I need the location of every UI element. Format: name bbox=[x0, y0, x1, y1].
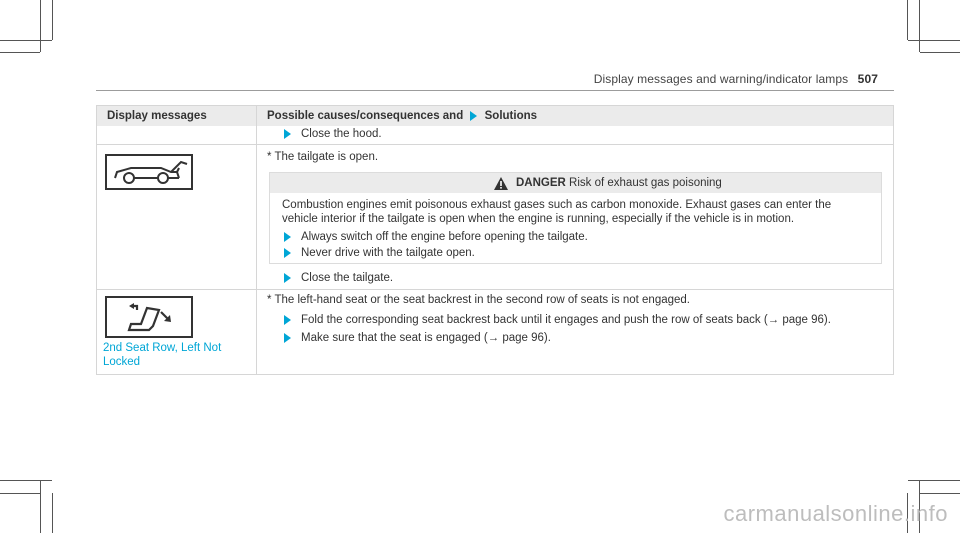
arrow-icon bbox=[284, 129, 291, 139]
step-close-hood: Close the hood. bbox=[301, 128, 382, 140]
col-header-causes: Possible causes/consequences and bbox=[267, 110, 464, 122]
crop-mark bbox=[52, 493, 53, 533]
arrow-icon bbox=[284, 248, 291, 258]
arrow-icon bbox=[284, 315, 291, 325]
step-close-tailgate: Close the tailgate. bbox=[301, 272, 394, 284]
crop-mark bbox=[908, 480, 960, 481]
crop-mark bbox=[920, 52, 960, 53]
list-item bbox=[284, 247, 475, 259]
step-fold-backrest: Fold the corresponding seat backrest back until it engages and push the row of seats back (→ page 96). bbox=[301, 314, 831, 326]
danger-step-never-drive: Never drive with the tailgate open. bbox=[301, 247, 475, 259]
arrow-icon bbox=[284, 273, 291, 283]
crop-mark bbox=[0, 40, 52, 41]
arrow-icon bbox=[284, 232, 291, 242]
seat-backrest-icon-svg bbox=[107, 298, 191, 336]
tailgate-open-icon-svg bbox=[107, 156, 191, 188]
crop-mark bbox=[0, 493, 40, 494]
cause-tailgate-open: * The tailgate is open. bbox=[267, 151, 379, 163]
crop-mark bbox=[40, 0, 41, 52]
step-ensure-engaged: Make sure that the seat is engaged (→ page 96). bbox=[301, 332, 551, 344]
header-rule bbox=[96, 90, 894, 91]
danger-title-line bbox=[516, 177, 722, 189]
danger-text-line1: Combustion engines emit poisonous exhaust gases such as carbon monoxide. Exhaust gases can enter the bbox=[282, 199, 832, 211]
col-header-solutions-label: Solutions bbox=[484, 110, 538, 122]
danger-title: Risk of exhaust gas poisoning bbox=[569, 177, 722, 189]
crop-mark bbox=[40, 481, 41, 533]
danger-warning-box bbox=[269, 172, 882, 264]
cause-seat-not-engaged: * The left-hand seat or the seat backrest in the second row of seats is not engaged. bbox=[267, 294, 690, 306]
row-divider bbox=[97, 144, 893, 145]
header-title: Display messages and warning/indicator lamps bbox=[593, 72, 849, 86]
col-header-solutions bbox=[267, 110, 537, 122]
list-item bbox=[284, 332, 551, 344]
list-item bbox=[284, 231, 588, 243]
col-header-display-messages: Display messages bbox=[107, 110, 207, 122]
list-item bbox=[284, 128, 382, 140]
crop-mark bbox=[52, 0, 53, 40]
display-messages-table bbox=[96, 105, 894, 375]
crop-mark bbox=[0, 52, 40, 53]
column-divider bbox=[256, 106, 257, 374]
crop-mark bbox=[919, 0, 920, 52]
danger-label: DANGER bbox=[516, 177, 566, 189]
danger-step-switch-off: Always switch off the engine before opening the tailgate. bbox=[301, 231, 588, 243]
seat-backrest-not-locked-icon bbox=[105, 296, 193, 338]
danger-text-line2: vehicle interior if the tailgate is open when the engine is running, especially if the vehicle is in motion. bbox=[282, 213, 795, 225]
crop-mark bbox=[907, 0, 908, 40]
list-item bbox=[284, 272, 393, 284]
crop-mark bbox=[920, 493, 960, 494]
arrow-icon bbox=[470, 111, 477, 121]
page-number: 507 bbox=[857, 72, 878, 86]
display-label-line1: 2nd Seat Row, Left Not bbox=[103, 342, 222, 354]
crop-mark bbox=[908, 40, 960, 41]
crop-mark bbox=[0, 480, 52, 481]
tailgate-open-icon bbox=[105, 154, 193, 190]
running-header bbox=[594, 72, 878, 86]
watermark: carmanualsonline.info bbox=[723, 501, 948, 526]
display-label-line2: Locked bbox=[103, 356, 141, 368]
warning-triangle-icon bbox=[494, 177, 508, 190]
row-divider bbox=[97, 289, 893, 290]
list-item bbox=[284, 314, 831, 326]
arrow-icon bbox=[284, 333, 291, 343]
